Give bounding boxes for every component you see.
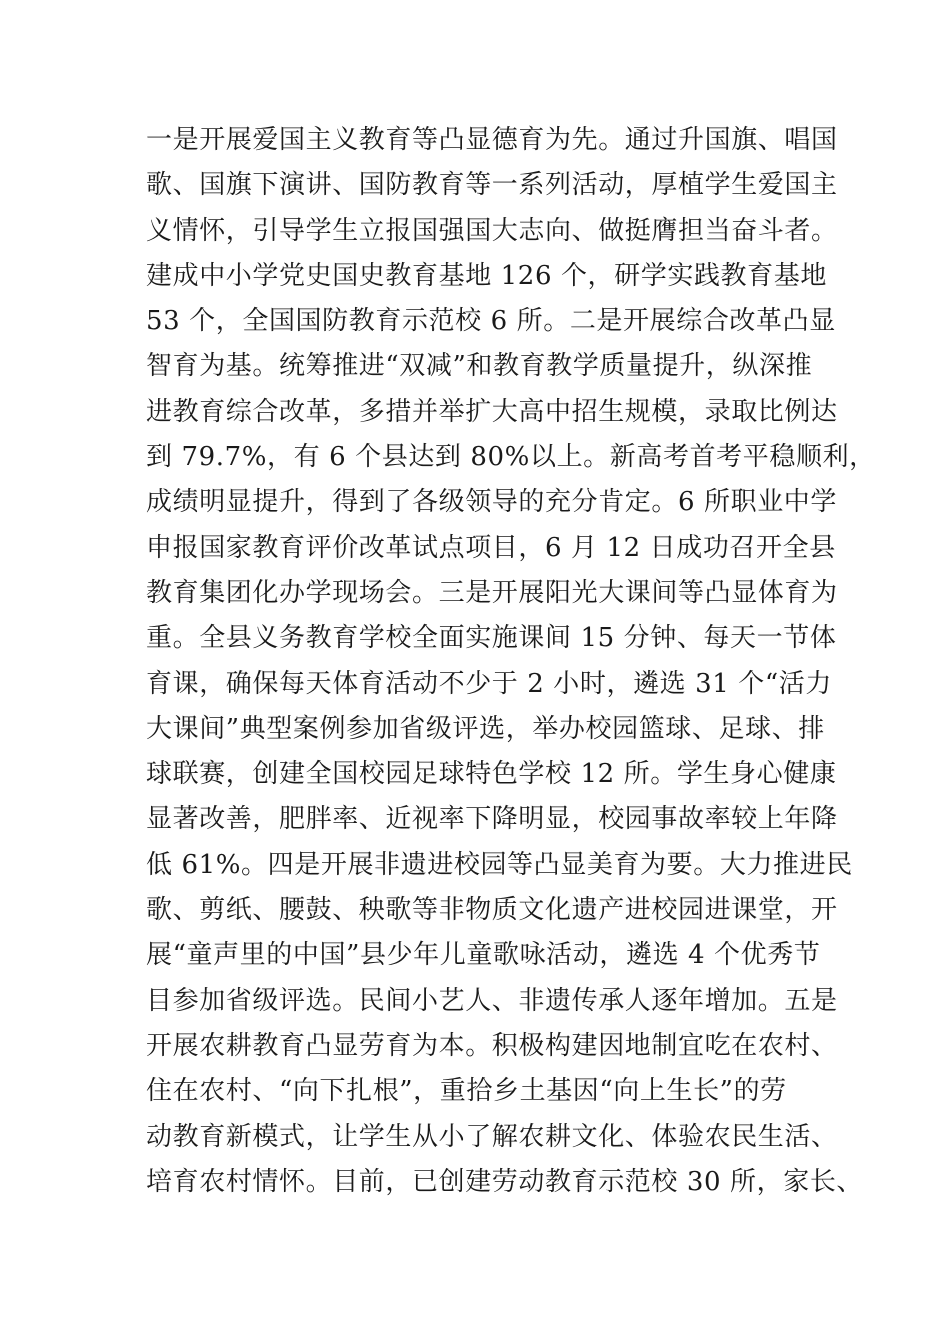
text-line: 住在农村、“向下扎根”，重拾乡土基因“向上生长”的劳 bbox=[146, 1076, 787, 1107]
text-line: 动教育新模式，让学生从小了解农耕文化、体验农民生活、 bbox=[146, 1121, 838, 1152]
text-line: 智育为基。统筹推进“双减”和教育教学质量提升，纵深推 bbox=[146, 351, 813, 382]
text-line: 球联赛，创建全国校园足球特色学校 12 所。学生身心健康 bbox=[146, 759, 837, 790]
text-line: 育课，确保每天体育活动不少于 2 小时，遴选 31 个“活力 bbox=[146, 668, 832, 699]
text-line: 歌、剪纸、腰鼓、秧歌等非物质文化遗产进校园进课堂，开 bbox=[146, 895, 838, 926]
text-line: 培育农村情怀。目前，已创建劳动教育示范校 30 所，家长、 bbox=[146, 1166, 864, 1197]
text-line: 歌、国旗下演讲、国防教育等一系列活动，厚植学生爱国主 bbox=[146, 170, 838, 201]
text-line: 显著改善，肥胖率、近视率下降明显，校园事故率较上年降 bbox=[146, 804, 838, 835]
text-line: 到 79.7%，有 6 个县达到 80%以上。新高考首考平稳顺利， bbox=[146, 442, 876, 473]
text-line: 展“童声里的中国”县少年儿童歌咏活动，遴选 4 个优秀节 bbox=[146, 940, 821, 971]
text-line: 申报国家教育评价改革试点项目，6 月 12 日成功召开全县 bbox=[146, 532, 836, 563]
text-line: 进教育综合改革，多措并举扩大高中招生规模，录取比例达 bbox=[146, 396, 838, 427]
text-line: 义情怀，引导学生立报国强国大志向、做挺膺担当奋斗者。 bbox=[146, 215, 838, 246]
text-line: 成绩明显提升，得到了各级领导的充分肯定。6 所职业中学 bbox=[146, 487, 838, 518]
text-line: 教育集团化办学现场会。三是开展阳光大课间等凸显体育为 bbox=[146, 577, 838, 608]
text-line: 重。全县义务教育学校全面实施课间 15 分钟、每天一节体 bbox=[146, 623, 837, 654]
text-line: 目参加省级评选。民间小艺人、非遗传承人逐年增加。五是 bbox=[146, 985, 838, 1016]
text-line: 53 个，全国国防教育示范校 6 所。二是开展综合改革凸显 bbox=[146, 306, 836, 337]
text-line: 开展农耕教育凸显劳育为本。积极构建因地制宜吃在农村、 bbox=[146, 1030, 838, 1061]
text-line: 低 61%。四是开展非遗进校园等凸显美育为要。大力推进民 bbox=[146, 849, 853, 880]
body-paragraph bbox=[146, 118, 876, 1205]
text-line: 大课间”典型案例参加省级评选，举办校园篮球、足球、排 bbox=[146, 713, 825, 744]
text-line: 一是开展爱国主义教育等凸显德育为先。通过升国旗、唱国 bbox=[146, 125, 838, 155]
text-line: 建成中小学党史国史教育基地 126 个，研学实践教育基地 bbox=[146, 260, 827, 291]
